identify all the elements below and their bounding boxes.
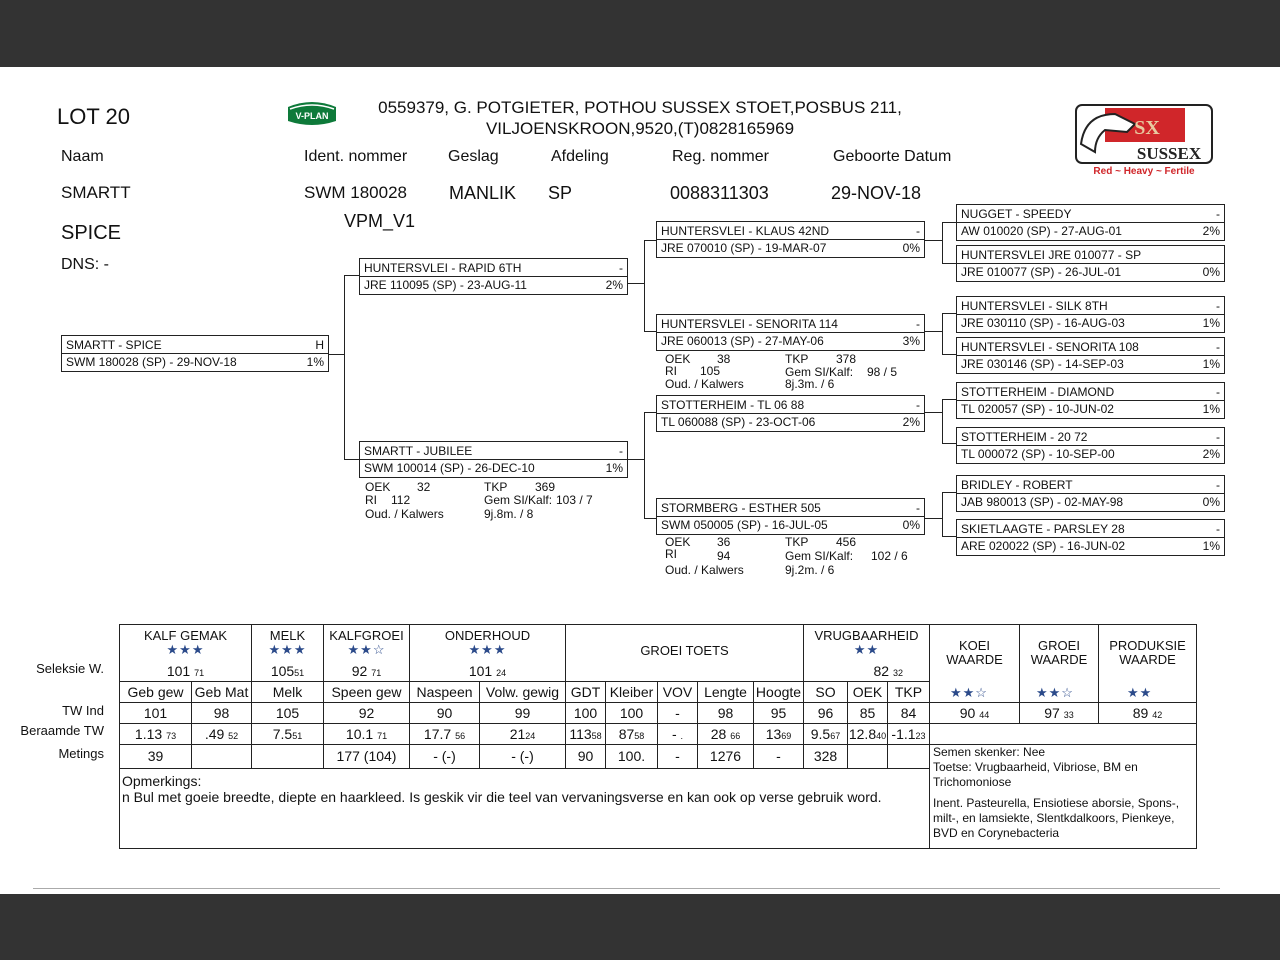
animal-pct: 0% [902, 241, 920, 255]
connector [925, 412, 942, 413]
seleksie-onderhoud: 101 24 [410, 661, 566, 682]
cell: 100 [566, 702, 606, 723]
animal-name: HUNTERSVLEI JRE 010077 - SP [961, 248, 1142, 262]
connector [942, 399, 943, 444]
animal-pct: 1% [306, 355, 324, 369]
animal-pct: 1% [1202, 539, 1220, 553]
connector [942, 222, 956, 223]
seleksie-kalfgroei: 92 71 [324, 661, 410, 682]
cell: 8758 [606, 723, 658, 744]
koei-waarde: KOEI WAARDE ★★☆ [930, 625, 1020, 703]
col-header: Speen gew [324, 681, 410, 702]
cell: 90 [410, 702, 480, 723]
dam-performance: OEK 32 TKP 369 RI 112 Gem SI/Kalf: 103 / 7 Oud. / Kalwers 9j.8m. / 8 [365, 480, 593, 521]
animal-flag: H [315, 338, 324, 352]
animal-pct: 1% [1202, 316, 1220, 330]
cell: 92 [324, 702, 410, 723]
produksie-waarde: PRODUKSIE WAARDE ★★ [1099, 625, 1197, 703]
cell: 10.1 71 [324, 723, 410, 744]
cell: .49 52 [192, 723, 252, 744]
animal-flag: - [916, 317, 920, 331]
pedigree-gg-4 [956, 337, 1225, 374]
label-dob: Geboorte Datum [833, 148, 952, 165]
value-reg: 0088311303 [670, 183, 769, 203]
cell: 1369 [754, 723, 804, 744]
cell [192, 744, 252, 768]
semen-donor: Semen skenker: Nee [933, 744, 1046, 759]
animal-pct: 2% [902, 415, 920, 429]
connector [344, 275, 359, 276]
connector [644, 518, 656, 519]
value-name-1: SMARTT [61, 183, 131, 202]
connector [344, 275, 345, 460]
animal-name: NUGGET - SPEEDY [961, 207, 1072, 221]
cell: 96 [804, 702, 848, 723]
pedigree-subject [61, 335, 329, 372]
col-header: TKP [888, 681, 930, 702]
value-ident: SWM 180028 [304, 183, 407, 202]
cell: 101 [120, 702, 192, 723]
animal-info: TL 060088 (SP) - 23-OCT-06 [661, 415, 816, 429]
cell: 328 [804, 744, 848, 768]
cell [848, 744, 888, 768]
col-header: VOV [658, 681, 698, 702]
cell: 39 [120, 744, 192, 768]
cell: 100. [606, 744, 658, 768]
col-header: Kleiber [606, 681, 658, 702]
vplan-logo-text: V-PLAN [295, 111, 329, 121]
animal-flag: - [1216, 340, 1220, 354]
animal-info: SWM 050005 (SP) - 16-JUL-05 [661, 518, 828, 532]
cell: 99 [480, 702, 566, 723]
animal-name: HUNTERSVLEI - KLAUS 42ND [661, 224, 830, 238]
cell: 95 [754, 702, 804, 723]
connector [644, 240, 656, 241]
animal-name: STOTTERHEIM - DIAMOND [961, 385, 1115, 399]
connector [925, 331, 942, 332]
connector [344, 459, 359, 460]
col-header: SO [804, 681, 848, 702]
animal-pct: 3% [902, 334, 920, 348]
animal-name: HUNTERSVLEI - SILK 8TH [961, 299, 1108, 313]
pedigree-dam [359, 441, 628, 478]
star-rating-icon: ★★ [853, 641, 880, 657]
pedigree-dam-dam [656, 498, 925, 535]
col-header: Geb gew [120, 681, 192, 702]
animal-info: JRE 070010 (SP) - 19-MAR-07 [661, 241, 827, 255]
connector [925, 240, 942, 241]
label-name: Naam [61, 148, 104, 165]
table-row-metings [120, 744, 1197, 768]
cell: 9.567 [804, 723, 848, 744]
pedigree-gg-1 [956, 204, 1225, 241]
connector [329, 354, 345, 355]
cell: 17.7 56 [410, 723, 480, 744]
col-header: Melk [252, 681, 324, 702]
cell: 85 [848, 702, 888, 723]
cell: 100 [606, 702, 658, 723]
cell: 2124 [480, 723, 566, 744]
cell: 98 [698, 702, 754, 723]
group-groei-toets: GROEI TOETS [566, 625, 804, 682]
cell: - (-) [410, 744, 480, 768]
animal-flag: - [619, 444, 623, 458]
connector [942, 263, 956, 264]
pedigree-dam-sire [656, 395, 925, 432]
animal-name: HUNTERSVLEI - SENORITA 108 [961, 340, 1139, 354]
animal-name: SKIETLAAGTE - PARSLEY 28 [961, 522, 1125, 536]
value-section: SP [548, 183, 573, 203]
bottom-divider [33, 888, 1220, 889]
col-header: GDT [566, 681, 606, 702]
connector [942, 443, 956, 444]
pedigree-sire [359, 258, 628, 295]
col-header: Hoogte [754, 681, 804, 702]
star-rating-icon: ★★☆ [347, 641, 386, 657]
connector [942, 354, 956, 355]
label-reg: Reg. nommer [672, 148, 769, 165]
label-ident: Ident. nommer [304, 148, 408, 165]
sussex-tagline: Red ~ Heavy ~ Fertile [1093, 166, 1195, 177]
vplan-logo [284, 99, 340, 126]
animal-pct: 2% [1202, 447, 1220, 461]
animal-pct: 1% [1202, 402, 1220, 416]
connector [925, 518, 942, 519]
pedigree-gg-2 [956, 245, 1225, 282]
cell: - (-) [480, 744, 566, 768]
seleksie-melk: 10551 [252, 661, 324, 682]
animal-flag: - [916, 224, 920, 238]
animal-name: BRIDLEY - ROBERT [961, 478, 1073, 492]
tests: Toetse: Vrugbaarheid, Vibriose, BM en Trichomoniose [933, 759, 1138, 789]
star-rating-icon: ★★★ [468, 641, 507, 657]
pedigree-gg-6 [956, 427, 1225, 464]
animal-flag: - [916, 398, 920, 412]
connector [644, 240, 645, 332]
label-section: Afdeling [551, 148, 609, 165]
animal-pct: 0% [1202, 495, 1220, 509]
bottom-bar [0, 894, 1280, 960]
animal-info: JRE 030146 (SP) - 14-SEP-03 [961, 357, 1124, 371]
table-row-tw [120, 702, 1197, 723]
group-onderhoud: ONDERHOUD ★★★ [410, 625, 566, 661]
animal-info: JAB 980013 (SP) - 02-MAY-98 [961, 495, 1124, 509]
cell: 28 66 [698, 723, 754, 744]
animal-name: STOTTERHEIM - 20 72 [961, 430, 1088, 444]
animal-name: SMARTT - SPICE [66, 338, 162, 352]
connector [942, 492, 943, 537]
cell [252, 744, 324, 768]
connector [644, 331, 656, 332]
animal-flag: - [1216, 430, 1220, 444]
value-dob: 29-NOV-18 [831, 183, 922, 203]
owner-line-2: VILJOENSKROON,9520,(T)0828165969 [485, 119, 795, 138]
group-kalfgroei: KALFGROEI ★★☆ [324, 625, 410, 661]
cell: 98 [192, 702, 252, 723]
sussex-brand: SUSSEX [1136, 144, 1202, 163]
animal-flag: - [1216, 299, 1220, 313]
value-sex: MANLIK [449, 183, 517, 203]
owner-line-1: 0559379, G. POTGIETER, POTHOU SUSSEX STOET,POSBUS 211, [378, 98, 902, 117]
pedigree-gg-5 [956, 382, 1225, 419]
seleksie-vrugbaarheid: 82 32 [848, 661, 930, 682]
connector [628, 283, 644, 284]
value-dns: DNS: - [61, 256, 109, 273]
cell-prod: 89 42 [1099, 702, 1197, 723]
col-header: Lengte [698, 681, 754, 702]
connector [644, 412, 645, 519]
connector [644, 412, 656, 413]
connector [942, 222, 943, 264]
pedigree-gg-7 [956, 475, 1225, 512]
cell: 90 [566, 744, 606, 768]
star-rating-icon: ★★ [1127, 684, 1153, 700]
cell: 1.13 73 [120, 723, 192, 744]
animal-info: SWM 100014 (SP) - 26-DEC-10 [364, 461, 535, 475]
animal-info: JRE 060013 (SP) - 27-MAY-06 [661, 334, 824, 348]
pedigree-sire-sire [656, 221, 925, 258]
top-bar [0, 0, 1280, 67]
animal-pct: 2% [1202, 224, 1220, 238]
star-rating-icon: ★★★ [166, 641, 205, 657]
cell: 1276 [698, 744, 754, 768]
animal-pct: 0% [902, 518, 920, 532]
cell: -1.123 [888, 723, 930, 744]
sire-dam-performance: OEK 38 TKP 378 RI 105 Gem SI/Kalf: 98 / 5 Oud. / Kalwers 8j.3m. / 6 [665, 352, 898, 391]
cell: - [658, 702, 698, 723]
connector [942, 399, 956, 400]
animal-pct: 2% [605, 278, 623, 292]
cell [888, 744, 930, 768]
animal-flag: - [1216, 385, 1220, 399]
animal-pct: 1% [1202, 357, 1220, 371]
animal-flag: - [1216, 478, 1220, 492]
animal-flag: - [916, 501, 920, 515]
cell: - . [658, 723, 698, 744]
cell: - [658, 744, 698, 768]
animal-name: SMARTT - JUBILEE [364, 444, 473, 458]
animal-pct: 0% [1202, 265, 1220, 279]
pedigree-gg-8 [956, 519, 1225, 556]
row-label-beraamde: Beraamde TW [20, 723, 104, 738]
connector [628, 459, 644, 460]
cell: 12.840 [848, 723, 888, 744]
remarks-label: Opmerkings: [122, 772, 202, 789]
group-kalf-gemak: KALF GEMAK ★★★ [120, 625, 252, 661]
animal-pct: 1% [605, 461, 623, 475]
row-label-metings: Metings [58, 746, 104, 761]
animal-info: JRE 030110 (SP) - 16-AUG-03 [961, 316, 1125, 330]
connector [942, 492, 956, 493]
row-label-seleksie: Seleksie W. [36, 661, 104, 676]
animal-flag: - [1216, 522, 1220, 536]
cell-koei: 90 44 [930, 702, 1020, 723]
col-header: Naspeen [410, 681, 480, 702]
cell: - [754, 744, 804, 768]
connector [942, 313, 943, 355]
value-name-2: SPICE [61, 222, 122, 244]
cell: 84 [888, 702, 930, 723]
cell: 105 [252, 702, 324, 723]
star-rating-icon: ★★★ [268, 641, 307, 657]
animal-info: SWM 180028 (SP) - 29-NOV-18 [66, 355, 237, 369]
animal-info: AW 010020 (SP) - 27-AUG-01 [961, 224, 1122, 238]
label-sex: Geslag [448, 148, 499, 165]
dam-dam-performance: OEK 36 TKP 456 RI 94 Gem SI/Kalf: 102 / 6 Oud. / Kalwers 9j.2m. / 6 [665, 535, 908, 577]
evaluation-table [119, 624, 1197, 849]
animal-info: JRE 010077 (SP) - 26-JUL-01 [961, 265, 1122, 279]
cell: 11358 [566, 723, 606, 744]
star-rating-icon: ★★☆ [1036, 684, 1074, 700]
health-notes [930, 744, 1197, 848]
col-header: Geb Mat [192, 681, 252, 702]
connector [942, 313, 956, 314]
remarks-cell [120, 768, 930, 848]
value-vpm: VPM_V1 [344, 211, 416, 231]
animal-name: STORMBERG - ESTHER 505 [661, 501, 821, 515]
row-label-tw: TW Ind [62, 703, 104, 718]
animal-info: TL 000072 (SP) - 10-SEP-00 [961, 447, 1115, 461]
animal-info: ARE 020022 (SP) - 16-JUN-02 [961, 539, 1126, 553]
cell: 177 (104) [324, 744, 410, 768]
connector [942, 536, 956, 537]
star-rating-icon: ★★☆ [950, 684, 988, 700]
lot-number: LOT 20 [57, 104, 130, 129]
animal-name: HUNTERSVLEI - RAPID 6TH [364, 261, 522, 275]
seleksie-kalf-gemak: 101 71 [120, 661, 252, 682]
sussex-emblem: SX [1134, 117, 1160, 139]
cell-groei: 97 33 [1020, 702, 1099, 723]
sussex-logo [1075, 104, 1213, 178]
pedigree-sire-dam [656, 314, 925, 351]
col-header: OEK [848, 681, 888, 702]
remarks-text: n Bul met goeie breedte, diepte en haarkleed. Is geskik vir die teel van vervaningsverse en kan ook op verse gebruik word. [122, 788, 882, 805]
animal-flag: - [619, 261, 623, 275]
animal-info: JRE 110095 (SP) - 23-AUG-11 [364, 278, 527, 292]
vaccinations: Inent. Pasteurella, Ensiotiese aborsie, Spons-, milt-, en lamsiekte, Slentkdalkoors, Pienkeye, BVD en Corynebacteria [933, 795, 1180, 840]
table-row-beraamde [120, 723, 1197, 744]
pedigree-gg-3 [956, 296, 1225, 333]
groei-waarde: GROEI WAARDE ★★☆ [1020, 625, 1099, 703]
group-melk: MELK ★★★ [252, 625, 324, 661]
animal-flag: - [1216, 207, 1220, 221]
group-vrugbaarheid: VRUGBAARHEID ★★ [804, 625, 930, 661]
animal-info: TL 020057 (SP) - 10-JUN-02 [961, 402, 1114, 416]
col-header: Volw. gewig [480, 681, 566, 702]
animal-name: STOTTERHEIM - TL 06 88 [661, 398, 805, 412]
animal-name: HUNTERSVLEI - SENORITA 114 [661, 317, 838, 331]
cell: 7.551 [252, 723, 324, 744]
